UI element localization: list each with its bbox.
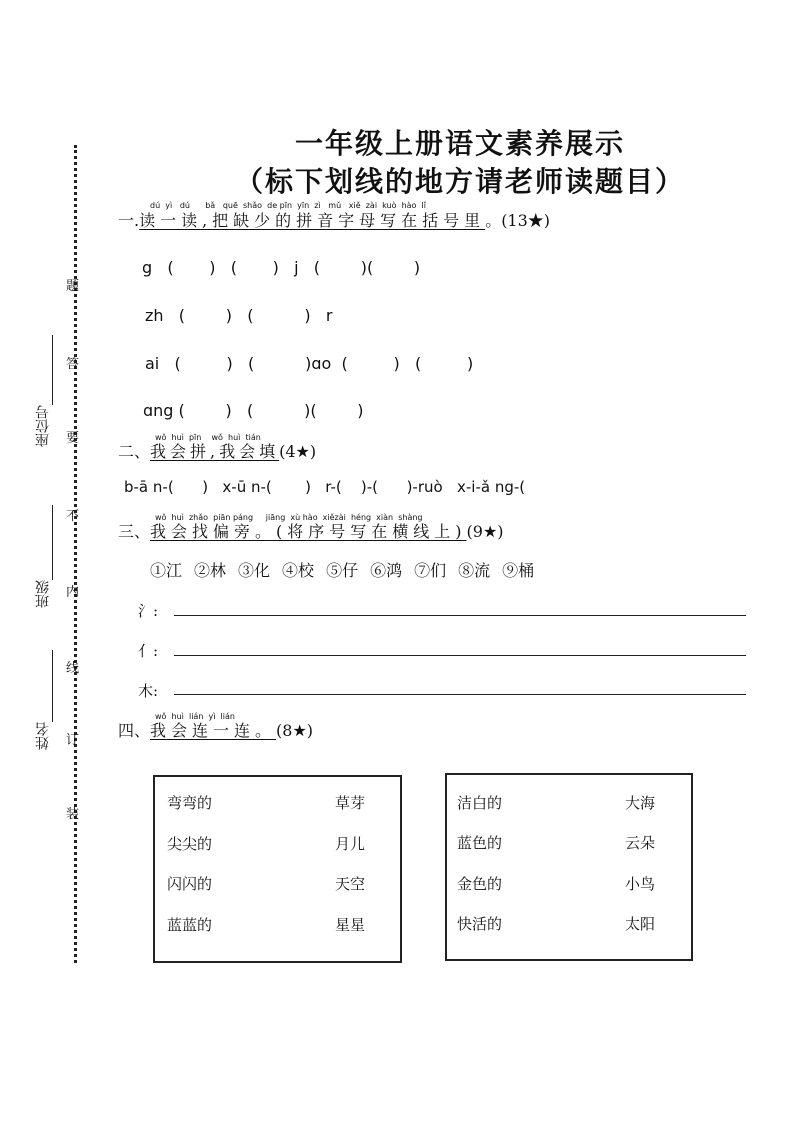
match-right-word[interactable]: 星星	[335, 916, 366, 934]
section3-instruction: 我会找偏旁。(将序号写在横线上)	[150, 522, 467, 541]
match-right-word[interactable]: 天空	[335, 875, 366, 893]
section3-item: ⑦们	[414, 561, 447, 580]
section4-heading	[118, 721, 313, 741]
cut-word: 要	[66, 431, 80, 446]
radical-water-line[interactable]	[174, 615, 746, 616]
section1-row-1[interactable]: g ( ) ( ) j ( )( )	[142, 258, 421, 277]
cut-word: 不	[66, 509, 80, 524]
section2-number: 二、	[118, 442, 151, 461]
section1-row-4[interactable]: ɑng ( ) ( )( )	[143, 401, 364, 420]
section3-item: ⑨桶	[502, 561, 535, 580]
section4-score: (8★)	[276, 721, 314, 740]
page-title: 一年级上册语文素养展示	[294, 127, 625, 160]
section3-item: ⑧流	[458, 561, 491, 580]
seat-blank[interactable]	[52, 335, 53, 405]
match-right-word[interactable]: 小鸟	[625, 875, 656, 893]
match-right-word[interactable]: 草芽	[335, 794, 366, 812]
match-left-word[interactable]: 蓝蓝的	[167, 916, 213, 934]
section2-heading	[118, 442, 316, 462]
section1-heading	[118, 211, 550, 231]
binding-dotted-line	[74, 145, 77, 963]
match-left-word[interactable]: 尖尖的	[167, 835, 213, 853]
radical-wood-label: 木:	[138, 682, 159, 700]
section3-item: ⑥鸿	[370, 561, 403, 580]
section2-score: (4★)	[279, 442, 317, 461]
match-right-word[interactable]: 太阳	[625, 915, 656, 933]
section3-item: ⑤仔	[326, 561, 359, 580]
name-blank[interactable]	[52, 650, 53, 722]
name-label: 姓名	[35, 722, 51, 750]
class-label: 班级	[35, 580, 51, 608]
section3-items	[150, 558, 650, 581]
class-blank[interactable]	[52, 505, 53, 580]
section3-heading	[118, 522, 504, 542]
section4-instruction: 我会连一连。	[150, 721, 277, 740]
match-left-word[interactable]: 弯弯的	[167, 794, 213, 812]
section3-item: ④校	[282, 561, 315, 580]
match-left-word[interactable]: 蓝色的	[457, 834, 503, 852]
section1-row-2[interactable]: zh ( ) ( ) r	[145, 306, 333, 325]
match-left-word[interactable]: 洁白的	[457, 794, 503, 812]
radical-person-line[interactable]	[174, 655, 746, 656]
match-right-word[interactable]: 大海	[625, 794, 656, 812]
section2-instruction: 我会拼,我会填	[150, 442, 280, 461]
section3-item: ①江	[150, 561, 183, 580]
section3-number: 三、	[118, 522, 151, 541]
radical-water-label: 氵:	[138, 602, 159, 620]
seat-label: 座位号	[35, 405, 51, 447]
match-left-word[interactable]: 闪闪的	[167, 875, 213, 893]
section1-row-3[interactable]: ai ( ) ( )ɑo ( ) ( )	[145, 354, 474, 373]
radical-wood-line[interactable]	[174, 694, 746, 695]
section3-item: ③化	[238, 561, 271, 580]
section1-instruction: 读一读,把缺少的拼音字母写在括号里	[139, 211, 486, 230]
cut-word: 题	[66, 279, 80, 294]
cut-word: 答	[66, 357, 80, 372]
section3-item: ②林	[194, 561, 227, 580]
match-left-word[interactable]: 金色的	[457, 875, 503, 893]
section1-score: 。(13★)	[485, 211, 551, 230]
cut-word: 内	[66, 585, 80, 600]
section2-row[interactable]: b-ā n-( ) x-ū n-( ) r-( )-( )-ruò x-i-ǎ ng-(	[124, 478, 526, 496]
section2-pinyin: wǒ huì pīn wǒ huì tián	[155, 433, 261, 442]
match-left-word[interactable]: 快活的	[457, 915, 503, 933]
page-subtitle: （标下划线的地方请老师读题目）	[234, 165, 685, 198]
section1-number: 一.	[118, 211, 140, 230]
cut-word: 订	[66, 733, 80, 748]
section4-pinyin: wǒ huì lián yì lián	[155, 712, 235, 721]
radical-person-label: 亻:	[138, 642, 159, 660]
cut-word: 装	[66, 807, 80, 822]
cut-word: 线	[66, 661, 80, 676]
section1-pinyin: dú yì dú bǎ quē shǎo de pīn yīn zì mǔ xiě zài kuò hào lǐ	[150, 201, 426, 210]
match-right-word[interactable]: 月儿	[335, 835, 366, 853]
matching-box-1	[153, 775, 402, 963]
section4-number: 四、	[118, 721, 151, 740]
section3-pinyin: wǒ huì zhǎo piān páng jiāng xù hào xiězài héng xiàn shàng	[155, 513, 423, 522]
matching-box-2	[445, 773, 693, 961]
match-right-word[interactable]: 云朵	[625, 834, 656, 852]
section3-score: (9★)	[466, 522, 504, 541]
